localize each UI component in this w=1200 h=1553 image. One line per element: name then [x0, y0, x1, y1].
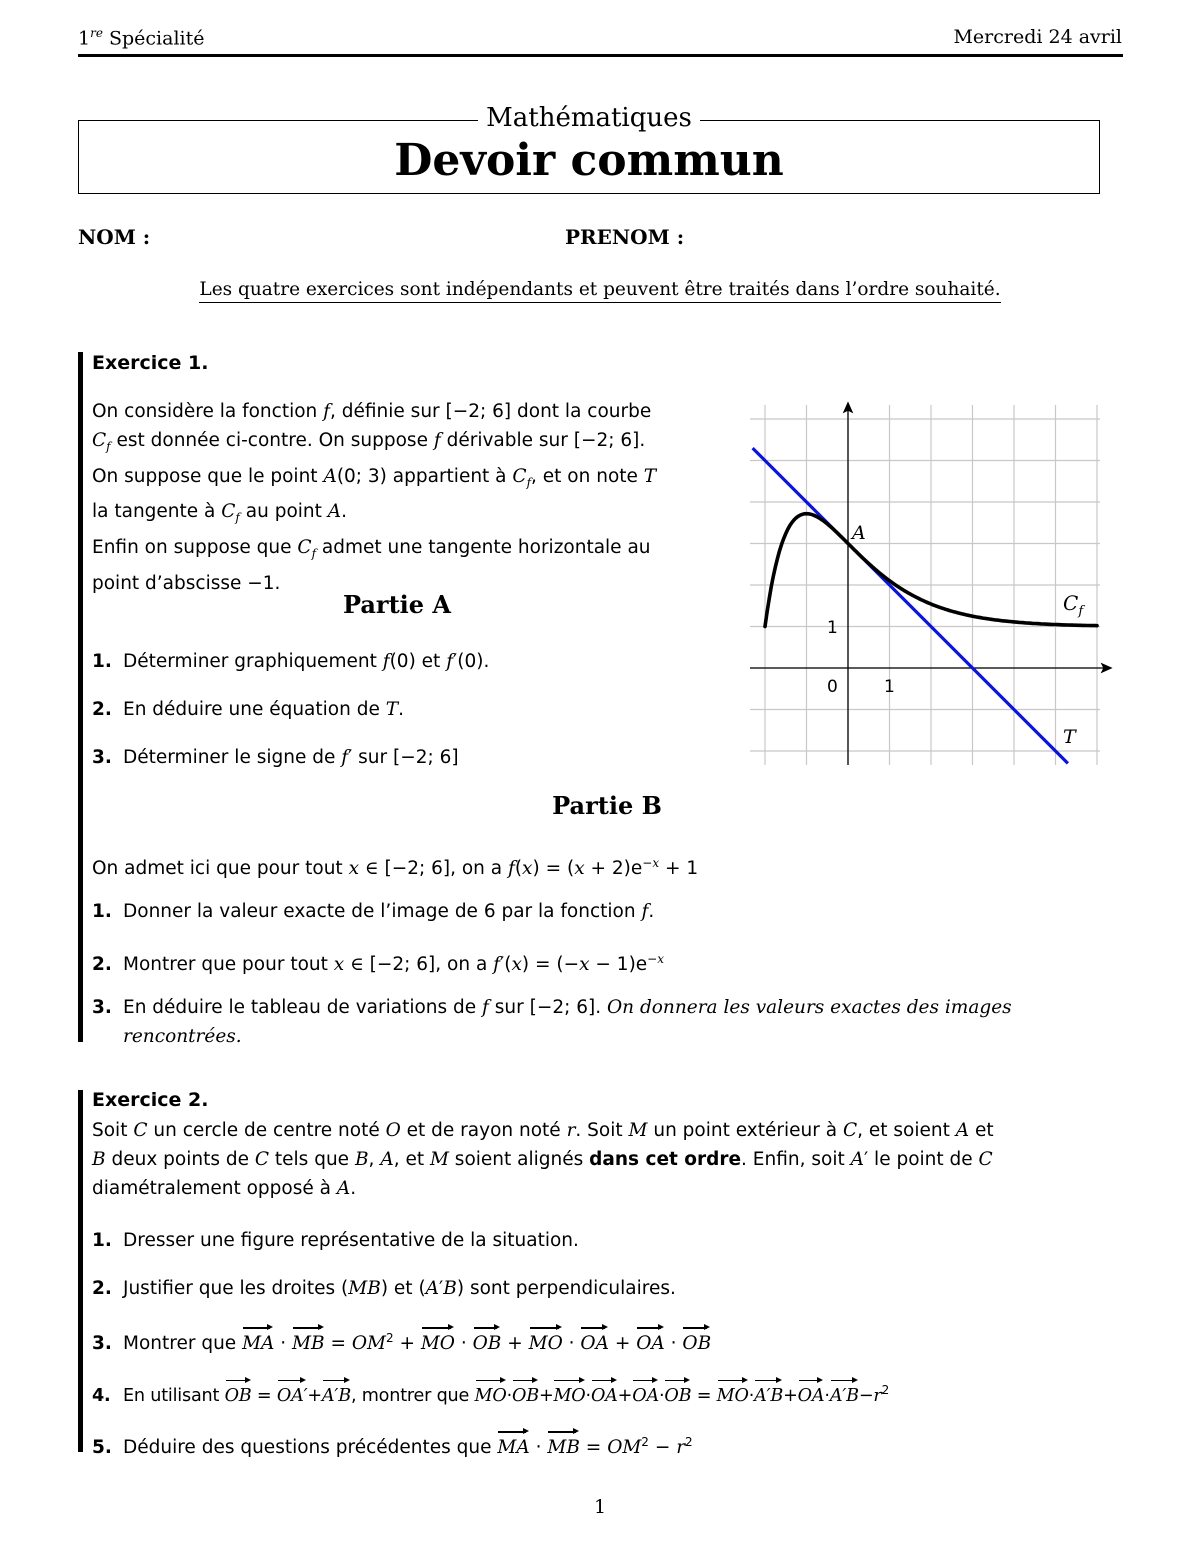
- partie-b-question-2: 2. Montrer que pour tout x ∈ [−2; 6], on a $f'(x) = (-x - 1)e^{-x}$: [92, 952, 665, 976]
- header-level: 1re Spécialité: [78, 26, 205, 50]
- exercise1-intro-line4: la tangente à $C_f$ au point A.: [92, 501, 348, 526]
- exercise2-intro-line2: B deux points de C tels que B, A, et M soient alignés dans cet ordre. Enfin, soit A′ le point de C: [92, 1149, 993, 1170]
- tick-label-x-1: 1: [884, 677, 895, 697]
- subject-title: Mathématiques: [79, 103, 1099, 133]
- exercise2-question-5: 5. Déduire des questions précédentes que MA · MB = $OM^2 - r^2$: [92, 1428, 693, 1462]
- exercise1-intro-line3: On suppose que le point A(0; 3) appartient à $C_f$, et on note T: [92, 465, 657, 490]
- nom-label: NOM :: [78, 225, 151, 249]
- exercise1-intro-line5: Enfin on suppose que $C_f$ admet une tangente horizontale au: [92, 537, 651, 561]
- partie-b-question-1: 1. Donner la valeur exacte de l’image de 6 par la fonction f.: [92, 901, 655, 922]
- page-number: 1: [593, 1496, 607, 1518]
- point-a-label: A: [852, 522, 866, 544]
- partie-b-title: Partie B: [552, 791, 662, 820]
- title-box: [78, 103, 1100, 194]
- exercise2-question-1: 1. Dresser une figure représentative de la situation.: [92, 1230, 579, 1251]
- partie-a-question-2: 2. En déduire une équation de T.: [92, 699, 404, 720]
- header-rule: [78, 54, 1123, 57]
- function-graph: [745, 395, 1120, 775]
- tangent-line: [753, 448, 1068, 763]
- instructions: Les quatre exercices sont indépendants et peuvent être traités dans l’ordre souhaité.: [0, 278, 1200, 300]
- partie-a-title: Partie A: [342, 590, 452, 619]
- page-title: Devoir commun: [394, 135, 784, 186]
- exercise2-intro-line3: diamétralement opposé à A.: [92, 1178, 357, 1199]
- exercise1-intro: [92, 397, 712, 598]
- exercise1-intro-line1: On considère la fonction f, définie sur [−2; 6] dont la courbe: [92, 401, 652, 422]
- exercise2-intro: [92, 1116, 1122, 1203]
- exercise1-intro-line6: point d’abscisse −1.: [92, 572, 281, 594]
- tangent-label: T: [1063, 726, 1076, 748]
- origin-label: 0: [827, 677, 838, 697]
- x-axis-arrow: [1102, 664, 1111, 672]
- partie-b-question-3: 3. En déduire le tableau de variations de f sur [−2; 6]. On donnera les valeurs exactes des images rencontrées.: [92, 997, 1012, 1047]
- prenom-label: PRENOM :: [565, 225, 685, 249]
- exercise1-title: Exercice 1.: [92, 352, 209, 374]
- y-axis-arrow: [844, 403, 852, 412]
- exercise2-title: Exercice 2.: [92, 1089, 209, 1111]
- exercise2-question-3: 3. Montrer que MA · MB = $OM^2$ + MO · OB + MO · OA + OA · OB: [92, 1324, 711, 1358]
- curve-label: $C_f$: [1063, 591, 1084, 619]
- partie-a-question-3: 3. Déterminer le signe de f′ sur [−2; 6]: [92, 747, 459, 768]
- graph-grid: [750, 405, 1100, 765]
- partie-b-statement: On admet ici que pour tout x ∈ [−2; 6], on a $f(x) = (x + 2)e^{-x} + 1$: [92, 856, 699, 880]
- tick-label-y-1: 1: [827, 618, 838, 638]
- exercise2-question-4: 4. En utilisant OB = OA′+A′B, montrer que $MO\cdot OB+MO\cdot OA+OA\cdot OB = MO\cdot A'B+OA\cdot A'B-r^2$: [92, 1376, 889, 1411]
- exercise2-question-2: 2. Justifier que les droites (MB) et (A′B) sont perpendiculaires.: [92, 1278, 676, 1299]
- exercise2-bar: [78, 1090, 83, 1452]
- header-date: Mercredi 24 avril: [953, 26, 1122, 48]
- exercise1-bar: [78, 352, 83, 1042]
- exercise2-intro-line1: Soit C un cercle de centre noté O et de rayon noté r. Soit M un point extérieur à C, et soient A et: [92, 1120, 994, 1141]
- exercise1-intro-line2: $C_f$ est donnée ci-contre. On suppose f dérivable sur [−2; 6].: [92, 430, 646, 454]
- partie-a-question-1: 1. Déterminer graphiquement f(0) et f′(0).: [92, 651, 490, 672]
